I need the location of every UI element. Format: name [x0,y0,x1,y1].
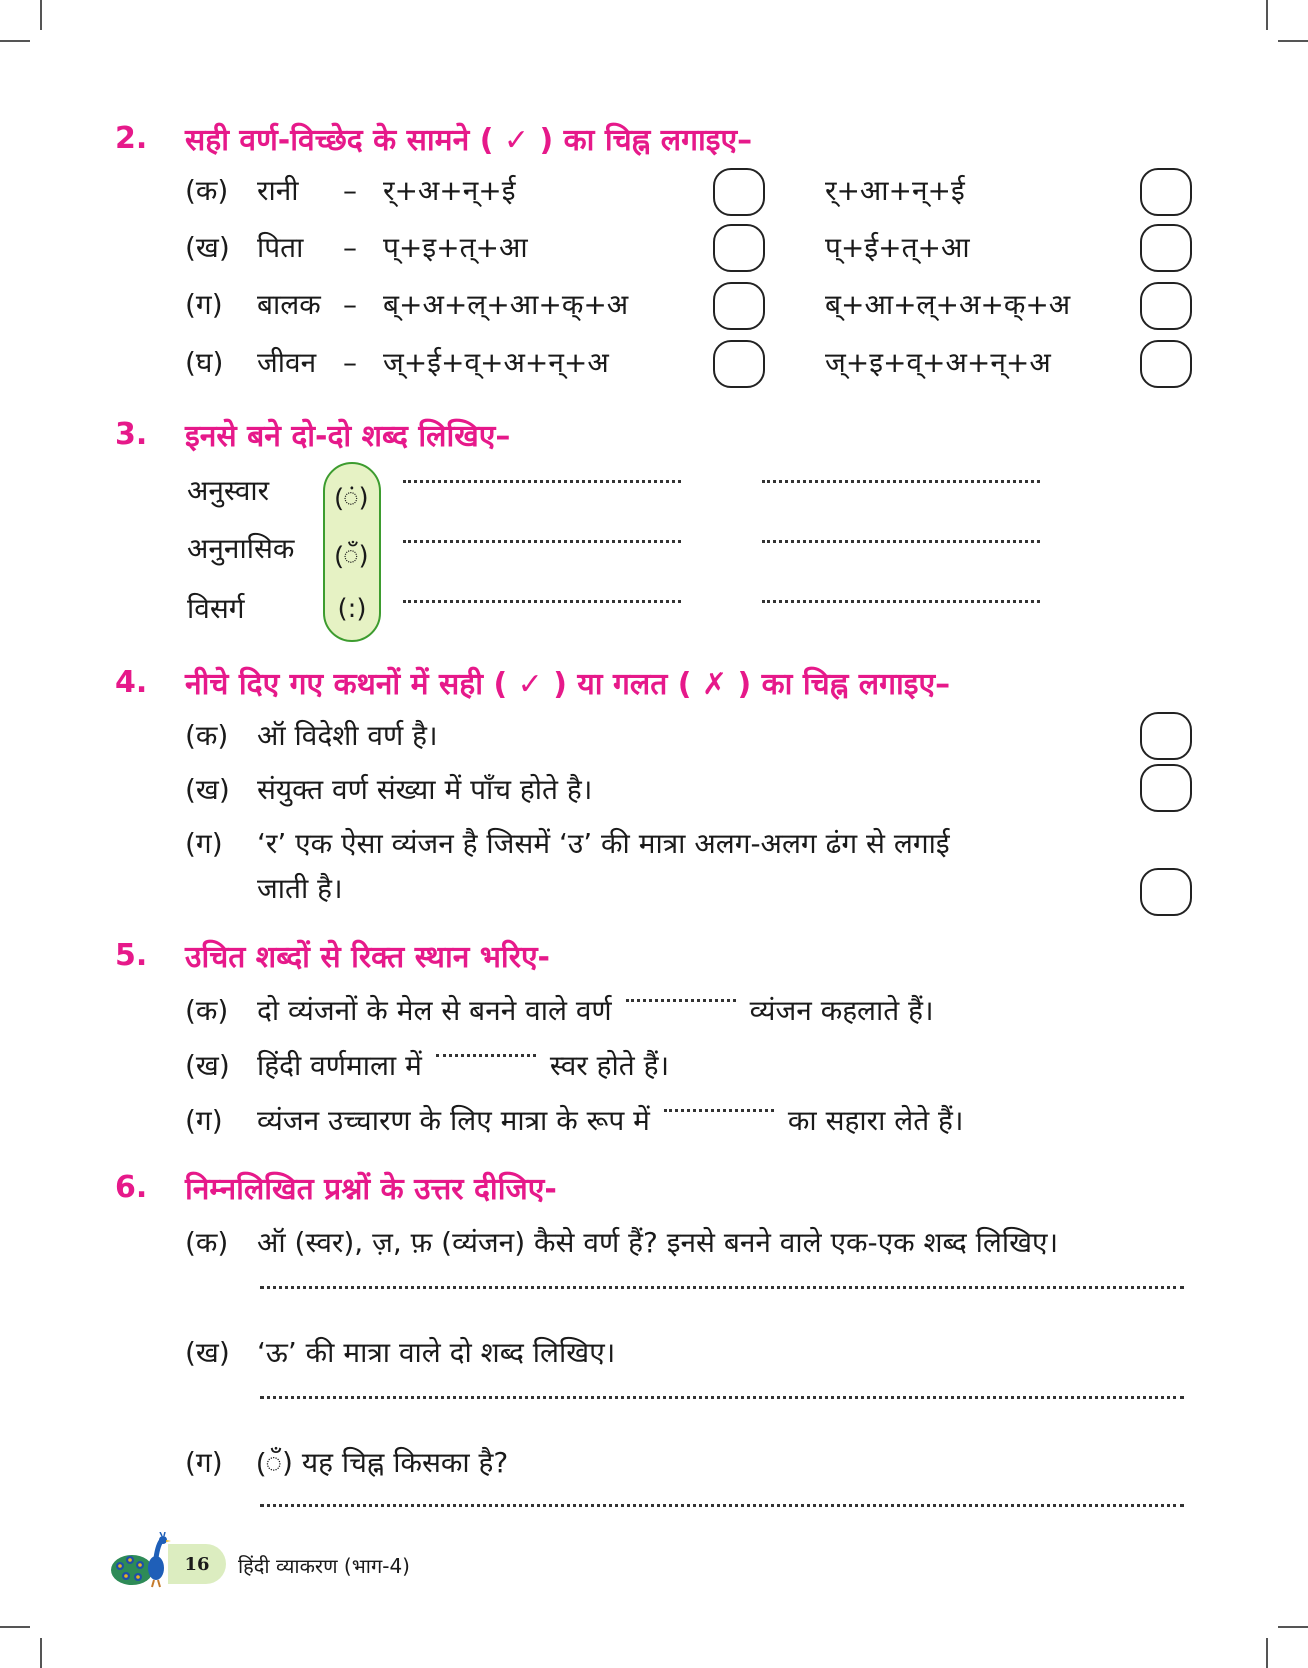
crop-mark [1266,1638,1268,1668]
sentence-after: का सहारा लेते हैं। [787,1104,964,1137]
q4-item [185,823,950,863]
question-2-heading [115,118,1115,158]
answer-box[interactable] [713,224,765,272]
crop-mark [40,1638,42,1668]
symbol-pill [323,462,381,642]
item-label: (ख) [185,1049,230,1082]
statement: ‘र’ एक ऐसा व्यंजन है जिसमें ‘उ’ की मात्रा अलग-अलग ढंग से लगाई [257,827,950,860]
statement-continuation: जाती है। [257,872,343,905]
crop-mark [0,1626,30,1628]
q6-item [185,1222,1058,1262]
dash: – [343,345,357,379]
dash: – [343,230,357,264]
item-word: जीवन [257,346,317,379]
anusvara-symbol: (ं) [335,483,369,513]
q2-row [185,170,516,210]
item-label: (ख) [185,773,230,806]
answer-box[interactable] [713,168,765,216]
question-title: निम्नलिखित प्रश्नों के उत्तर दीजिए- [185,1171,557,1207]
visarga-label: विसर्ग [187,592,245,625]
answer-blank[interactable] [403,600,681,603]
q4-item [185,769,592,809]
item-label: (ग) [185,1104,223,1137]
crop-mark [0,40,30,42]
question-3-heading [115,414,1115,454]
question-number: 4. [115,664,148,700]
question-text: (ँ) यह चिह्न किसका है? [257,1446,509,1479]
answer-blank[interactable] [403,480,681,483]
item-word: बालक [257,288,321,321]
q3-label [187,588,245,628]
sentence-before: दो व्यंजनों के मेल से बनने वाले वर्ण [257,994,612,1027]
page-number [168,1544,226,1584]
answer-box[interactable] [1140,868,1192,916]
q5-item [185,1100,964,1140]
fill-blank[interactable] [436,1054,536,1057]
item-label: (ग) [185,1446,223,1479]
option-b: ब्+आ+ल्+अ+क्+अ [825,288,1071,321]
answer-box[interactable] [713,282,765,330]
question-number: 5. [115,937,148,973]
option-a: ब्+अ+ल्+आ+क्+अ [383,288,629,321]
answer-line[interactable] [260,1286,1184,1289]
item-label: (क) [185,994,229,1027]
q2-option-b [825,170,965,210]
item-word: रानी [257,174,299,207]
question-number: 2. [115,120,148,156]
q6-item [185,1442,508,1482]
option-a: र्+अ+न्+ई [383,174,516,207]
option-a: प्+इ+त्+आ [383,231,528,264]
question-number: 3. [115,416,148,452]
sentence-after: व्यंजन कहलाते हैं। [749,994,934,1027]
fill-blank[interactable] [626,999,736,1002]
answer-blank[interactable] [762,600,1040,603]
question-text: ऑ (स्वर), ज़, फ़ (व्यंजन) कैसे वर्ण हैं? इनसे बनने वाले एक-एक शब्द लिखिए। [257,1226,1059,1259]
answer-blank[interactable] [762,540,1040,543]
answer-box[interactable] [1140,282,1192,330]
answer-box[interactable] [1140,340,1192,388]
fill-blank[interactable] [664,1109,774,1112]
answer-box[interactable] [1140,224,1192,272]
question-5-heading [115,935,1115,975]
item-label: (ग) [185,827,223,860]
item-label: (ग) [185,288,223,321]
item-label: (घ) [185,346,224,379]
q4-item [185,715,438,755]
statement: संयुक्त वर्ण संख्या में पाँच होते है। [257,773,593,806]
option-b: प्+ई+त्+आ [825,231,970,264]
crop-mark [1278,1626,1308,1628]
item-word: पिता [257,231,304,264]
option-a: ज्+ई+व्+अ+न्+अ [383,346,609,379]
question-6-heading [115,1167,1115,1207]
q4-item-continuation [257,868,343,908]
q3-label [187,470,269,510]
q2-option-b [825,284,1070,324]
sentence-after: स्वर होते हैं। [549,1049,670,1082]
dash: – [343,287,357,321]
q5-item [185,1045,669,1085]
answer-blank[interactable] [762,480,1040,483]
answer-box[interactable] [1140,712,1192,760]
question-title: सही वर्ण-विच्छेद के सामने ( ✓ ) का चिह्न लगाइए– [185,122,753,158]
anunasik-symbol: (ँ) [335,541,369,571]
crop-mark [1266,0,1268,30]
anusvara-label: अनुस्वार [187,474,270,507]
item-label: (क) [185,174,229,207]
crop-mark [1278,40,1308,42]
dash: – [343,173,357,207]
q2-option-b [825,342,1051,382]
question-4-heading [115,662,1215,702]
visarga-symbol: (:) [337,594,367,624]
question-title: नीचे दिए गए कथनों में सही ( ✓ ) या गलत ( ✗ ) का चिह्न लगाइए– [185,666,951,702]
sentence-before: व्यंजन उच्चारण के लिए मात्रा के रूप में [257,1104,650,1137]
page-number-text: 16 [184,1553,210,1575]
q2-row [185,284,628,324]
anunasik-label: अनुनासिक [187,532,295,565]
item-label: (ख) [185,1336,230,1369]
answer-box[interactable] [1140,168,1192,216]
answer-box[interactable] [1140,764,1192,812]
option-b: ज्+इ+व्+अ+न्+अ [825,346,1051,379]
q3-label [187,528,294,568]
q2-row [185,227,528,267]
question-title: इनसे बने दो-दो शब्द लिखिए– [185,418,511,454]
item-label: (ख) [185,231,230,264]
sentence-before: हिंदी वर्णमाला में [257,1049,422,1082]
answer-line[interactable] [260,1396,1184,1399]
answer-line[interactable] [260,1504,1184,1507]
question-title: उचित शब्दों से रिक्त स्थान भरिए- [185,939,551,975]
statement: ऑ विदेशी वर्ण है। [257,719,438,752]
peacock-icon [110,1532,176,1588]
book-title: हिंदी व्याकरण (भाग-4) [238,1554,410,1578]
q5-item [185,990,934,1030]
answer-box[interactable] [713,340,765,388]
question-number: 6. [115,1169,148,1205]
answer-blank[interactable] [403,540,681,543]
q2-option-b [825,227,970,267]
q2-row [185,342,609,382]
option-b: र्+आ+न्+ई [825,174,965,207]
crop-mark [40,0,42,30]
item-label: (क) [185,1226,229,1259]
question-text: ‘ऊ’ की मात्रा वाले दो शब्द लिखिए। [257,1336,616,1369]
q6-item [185,1332,615,1372]
item-label: (क) [185,719,229,752]
